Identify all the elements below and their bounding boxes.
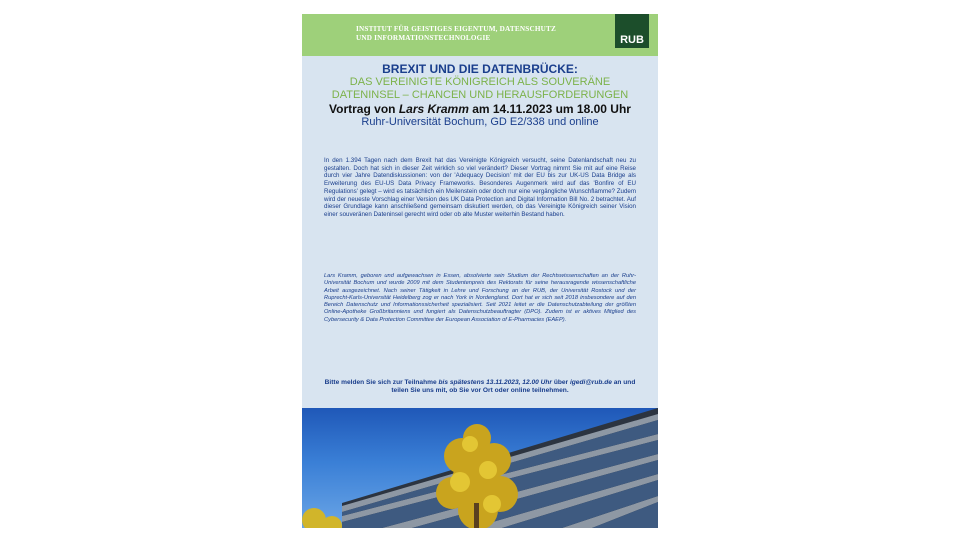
speaker-bio: Lars Kramm, geboren und aufgewachsen in Essen, absolvierte sein Studium der Rechtswissenschaften an der Ruhr-Universität Bochum und wurde 2009 mit dem Studentenpreis des Rektorats für seine herausragende wissenschaftliche Arbeit ausgezeichnet. Nach seiner Tätigkeit in Lehre und Forschung an der RUB, der Universität Rostock und der Ruprecht-Karls-Universität Heidelberg zog er nach York in Nordengland. Dort hat er sich seit 2018 insbesondere auf den Bereich Datenschutz und Informationssicherheit spezialisiert. Seit 2021 leitet er die Datenschutzabteilung der größten Online-Apotheke Großbritanniens und fungiert als Datenschutzbeauftragter (DPO). Zudem ist er aktives Mitglied des Cybersecurity & Data Protection Committee der European Association of E-Pharmacies (EAEP).: [324, 273, 636, 323]
talk-date-time: am 14.11.2023 um 18.00 Uhr: [468, 102, 631, 116]
title-block: [302, 62, 658, 129]
institute-line-1: INSTITUT FÜR GEISTIGES EIGENTUM, DATENSCHUTZ: [356, 25, 557, 33]
abstract-text: In den 1.394 Tagen nach dem Brexit hat das Vereinigte Königreich versucht, seine Datenlandschaft neu zu gestalten. Doch hat sich in dieser Zeit wirklich so viel verändert? Dieser Vortrag nimmt Sie mit auf eine Reise durch vier Jahre Datendiskussionen: von der 'Adequacy Decision' mit der EU bis zur UK-US Data Bridge als Erweiterung des EU-US Data Privacy Frameworks. Besonderes Augenmerk wird auf das 'Bonfire of EU Regulations' gelegt – wird es tatsächlich ein Meilenstein oder doch nur eine vergängliche Wunschflamme? Zudem wird der neueste Vorschlag einer Version des UK Data Protection and Digital Information Bill No. 2 betrachtet. Auf dieser Grundlage kann anschließend gemeinsam diskutiert werden, ob das Vereinigte Königreich seiner Vision einer souveränen Dateninsel gerecht wird oder ob alte Muster weiterhin Bestand haben.: [324, 157, 636, 218]
building-photo: [302, 408, 658, 528]
institute-name: [356, 25, 606, 43]
event-subtitle-line-2: DATENINSEL – CHANCEN UND HERAUSFORDERUNGEN: [331, 88, 629, 101]
event-location: Ruhr-Universität Bochum, GD E2/338 und online: [361, 116, 599, 128]
registration-part-2: über: [551, 379, 570, 386]
registration-part-3: an und teilen Sie uns mit, ob Sie vor Ort oder online teilnehmen.: [391, 379, 636, 395]
speaker-name: Lars Kramm: [398, 102, 469, 116]
registration-email-link[interactable]: igedi@rub.de: [569, 379, 612, 386]
event-title: BREXIT UND DIE DATENBRÜCKE:: [382, 62, 578, 76]
registration-note: [324, 379, 636, 395]
institute-line-2: UND INFORMATIONSTECHNOLOGIE: [356, 34, 491, 42]
rub-logo: RUB: [615, 14, 649, 48]
event-subtitle-line-1: DAS VEREINIGTE KÖNIGREICH ALS SOUVERÄNE: [349, 76, 611, 88]
building-illustration: [302, 408, 658, 528]
talk-prefix: Vortrag von: [329, 102, 399, 116]
registration-part-1: Bitte melden Sie sich zur Teilnahme: [324, 379, 439, 386]
header-band: [302, 14, 658, 56]
registration-deadline: bis spätestens 13.11.2023, 12.00 Uhr: [438, 379, 552, 386]
event-poster: [302, 14, 658, 528]
talk-line: [302, 102, 658, 116]
